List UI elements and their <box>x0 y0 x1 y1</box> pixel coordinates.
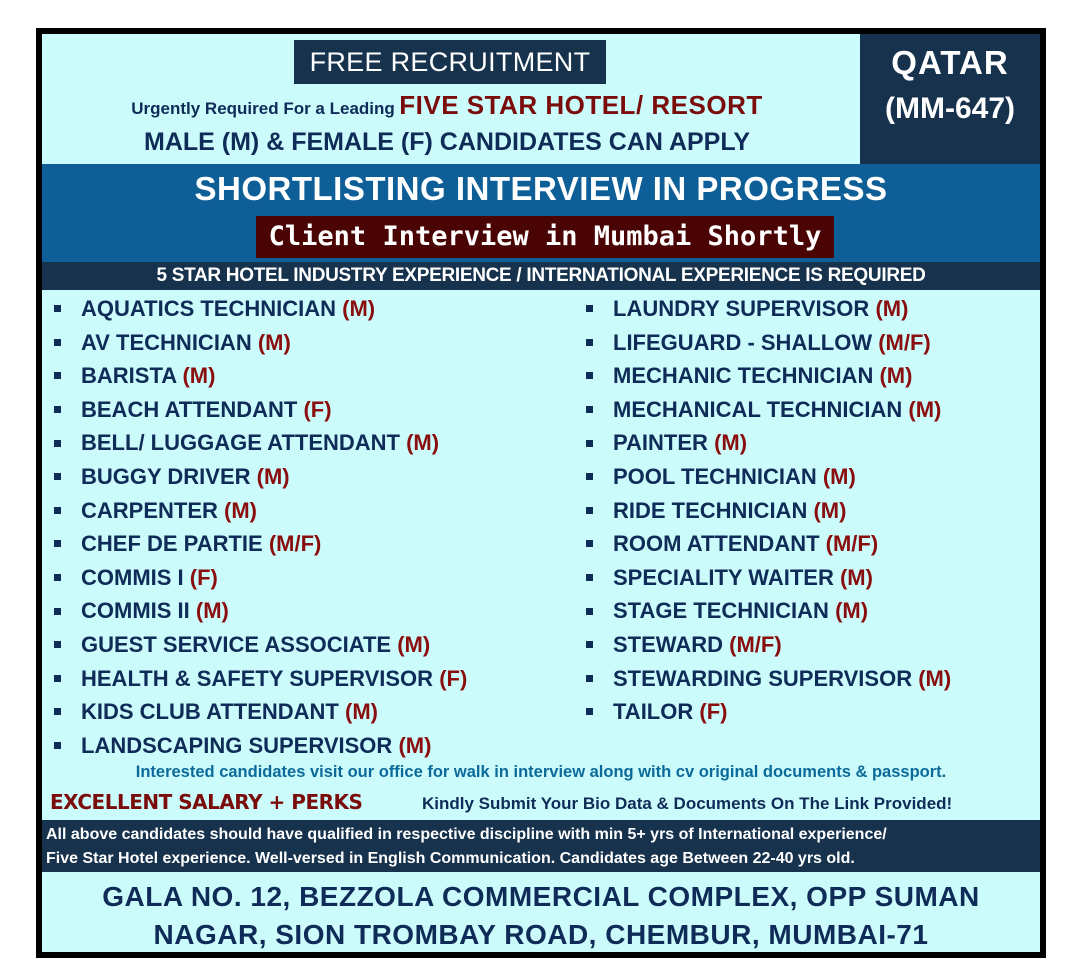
job-gender: (F) <box>303 396 332 422</box>
job-item <box>54 695 584 729</box>
job-item <box>54 359 584 393</box>
bullet-icon <box>54 507 61 514</box>
job-gender: (M) <box>875 296 909 321</box>
job-item <box>54 561 584 595</box>
job-gender: (M) <box>195 598 229 624</box>
bullet-icon <box>54 540 61 547</box>
job-title: ROOM ATTENDANT <box>613 531 820 557</box>
address-line-2: NAGAR, SION TROMBAY ROAD, CHEMBUR, MUMBAI-71 <box>153 919 929 950</box>
job-title: STEWARD <box>613 631 723 657</box>
job-item <box>586 527 1040 561</box>
job-gender: (M) <box>256 463 290 489</box>
salary-label: EXCELLENT SALARY + PERKS <box>50 790 363 814</box>
job-title: HEALTH & SAFETY SUPERVISOR <box>81 665 434 691</box>
job-title: COMMIS II <box>81 598 190 624</box>
job-title: MECHANICAL TECHNICIAN <box>613 396 903 422</box>
job-gender: (M) <box>839 564 873 590</box>
job-title: BARISTA <box>81 363 177 389</box>
job-title: LANDSCAPING SUPERVISOR <box>81 732 393 758</box>
job-title: KIDS CLUB ATTENDANT <box>81 699 339 725</box>
bullet-icon <box>54 440 61 447</box>
job-item <box>54 628 584 662</box>
qualification-line-2: Five Star Hotel experience. Well-versed in English Communication. Candidates age Between 22-40 yrs old. <box>46 850 855 867</box>
bullet-icon <box>586 574 593 581</box>
job-gender: (M/F) <box>729 631 782 657</box>
bullet-icon <box>586 406 593 413</box>
job-gender: (M) <box>257 329 291 355</box>
job-item <box>586 359 1040 393</box>
jobs-right-column <box>586 292 1040 729</box>
bullet-icon <box>586 540 593 547</box>
job-gender: (M/F) <box>825 531 879 557</box>
job-title: LIFEGUARD - SHALLOW <box>613 329 873 355</box>
job-gender: (M) <box>918 665 952 691</box>
job-gender: (M) <box>182 363 216 389</box>
job-item <box>586 393 1040 427</box>
job-title: GUEST SERVICE ASSOCIATE <box>81 631 392 657</box>
job-title: STEWARDING SUPERVISOR <box>613 665 913 691</box>
job-title: LAUNDRY SUPERVISOR <box>613 296 870 321</box>
poster-frame <box>36 28 1046 958</box>
job-gender: (M) <box>714 430 748 456</box>
address-line-1: GALA NO. 12, BEZZOLA COMMERCIAL COMPLEX, OPP SUMAN <box>102 881 980 912</box>
hotel-type: FIVE STAR HOTEL/ RESORT <box>399 90 763 120</box>
bullet-icon <box>54 339 61 346</box>
urgent-line <box>42 90 852 121</box>
job-title: AV TECHNICIAN <box>81 329 252 355</box>
job-title: BUGGY DRIVER <box>81 463 251 489</box>
job-title: RIDE TECHNICIAN <box>613 497 808 523</box>
bullet-icon <box>586 507 593 514</box>
job-item <box>54 292 584 326</box>
job-item <box>54 393 584 427</box>
job-gender: (F) <box>439 665 468 691</box>
submit-note: Kindly Submit Your Bio Data & Documents On The Link Provided! <box>422 794 953 813</box>
job-item <box>54 426 584 460</box>
bullet-icon <box>54 473 61 480</box>
bullet-icon <box>586 372 593 379</box>
job-title: STAGE TECHNICIAN <box>613 598 829 624</box>
bullet-icon <box>586 305 593 312</box>
header <box>42 34 1040 164</box>
job-gender: (M) <box>398 732 432 758</box>
job-title: BEACH ATTENDANT <box>81 396 298 422</box>
job-gender: (M) <box>406 430 440 456</box>
bullet-icon <box>54 742 61 749</box>
job-item <box>586 662 1040 696</box>
job-gender: (M) <box>397 631 431 657</box>
job-item <box>586 292 1040 326</box>
qualification-line-1: All above candidates should have qualified in respective discipline with min 5+ yrs of International experience/ <box>46 826 887 843</box>
job-item <box>54 527 584 561</box>
free-recruitment-label: FREE RECRUITMENT <box>294 40 606 84</box>
job-gender: (M) <box>908 396 942 422</box>
bullet-icon <box>54 641 61 648</box>
shortlisting-title: SHORTLISTING INTERVIEW IN PROGRESS <box>194 170 888 207</box>
candidates-line: MALE (M) & FEMALE (F) CANDIDATES CAN APPLY <box>144 128 750 156</box>
job-gender: (M) <box>345 699 378 725</box>
job-gender: (F) <box>699 699 728 725</box>
bullet-icon <box>586 339 593 346</box>
job-item <box>54 494 584 528</box>
job-title: PAINTER <box>613 430 708 456</box>
job-item <box>586 326 1040 360</box>
job-item <box>586 594 1040 628</box>
country-box <box>860 34 1040 164</box>
job-gender: (M/F) <box>878 329 931 355</box>
qualification-box <box>42 820 1040 872</box>
job-gender: (M) <box>813 497 847 523</box>
bullet-icon <box>586 708 593 715</box>
job-item <box>54 662 584 696</box>
experience-requirement: 5 STAR HOTEL INDUSTRY EXPERIENCE / INTERNATIONAL EXPERIENCE IS REQUIRED <box>42 262 1040 290</box>
job-title: CARPENTER <box>81 497 218 523</box>
job-item <box>586 628 1040 662</box>
job-title: MECHANIC TECHNICIAN <box>613 363 874 389</box>
job-item <box>586 494 1040 528</box>
job-gender: (F) <box>189 564 218 590</box>
job-code: (MM-647) <box>884 92 1015 125</box>
bullet-icon <box>54 372 61 379</box>
bullet-icon <box>54 574 61 581</box>
bullet-icon <box>54 305 61 312</box>
job-gender: (M) <box>822 463 856 489</box>
job-title: CHEF DE PARTIE <box>81 531 263 557</box>
job-gender: (M) <box>879 363 913 389</box>
urgent-prefix: Urgently Required For a Leading <box>131 99 395 118</box>
job-gender: (M) <box>835 598 869 624</box>
job-item <box>54 460 584 494</box>
bullet-icon <box>586 641 593 648</box>
job-item <box>54 594 584 628</box>
job-item <box>586 460 1040 494</box>
job-item <box>54 729 584 763</box>
bullet-icon <box>586 473 593 480</box>
poster <box>42 34 1040 952</box>
job-item <box>586 426 1040 460</box>
job-gender: (M/F) <box>268 531 322 557</box>
job-title: SPECIALITY WAITER <box>613 564 834 590</box>
job-item <box>54 326 584 360</box>
job-gender: (M) <box>342 296 376 321</box>
interested-note: Interested candidates visit our office for walk in interview along with cv original documents & passport. <box>135 763 947 781</box>
bullet-icon <box>54 675 61 682</box>
job-title: BELL/ LUGGAGE ATTENDANT <box>81 430 400 456</box>
job-title: COMMIS I <box>81 564 184 590</box>
client-interview-label: Client Interview in Mumbai Shortly <box>256 216 834 258</box>
jobs-left-column <box>54 292 584 762</box>
bullet-icon <box>586 675 593 682</box>
shortlisting-banner <box>42 164 1040 262</box>
job-title: TAILOR <box>613 699 694 725</box>
bullet-icon <box>54 608 61 615</box>
bullet-icon <box>586 608 593 615</box>
country-label: QATAR <box>891 44 1009 81</box>
bullet-icon <box>54 406 61 413</box>
job-title: POOL TECHNICIAN <box>613 463 817 489</box>
job-gender: (M) <box>224 497 258 523</box>
bullet-icon <box>586 440 593 447</box>
job-item <box>586 561 1040 595</box>
bullet-icon <box>54 708 61 715</box>
job-item <box>586 695 1040 729</box>
job-title: AQUATICS TECHNICIAN <box>81 296 337 321</box>
office-address <box>42 878 1040 952</box>
